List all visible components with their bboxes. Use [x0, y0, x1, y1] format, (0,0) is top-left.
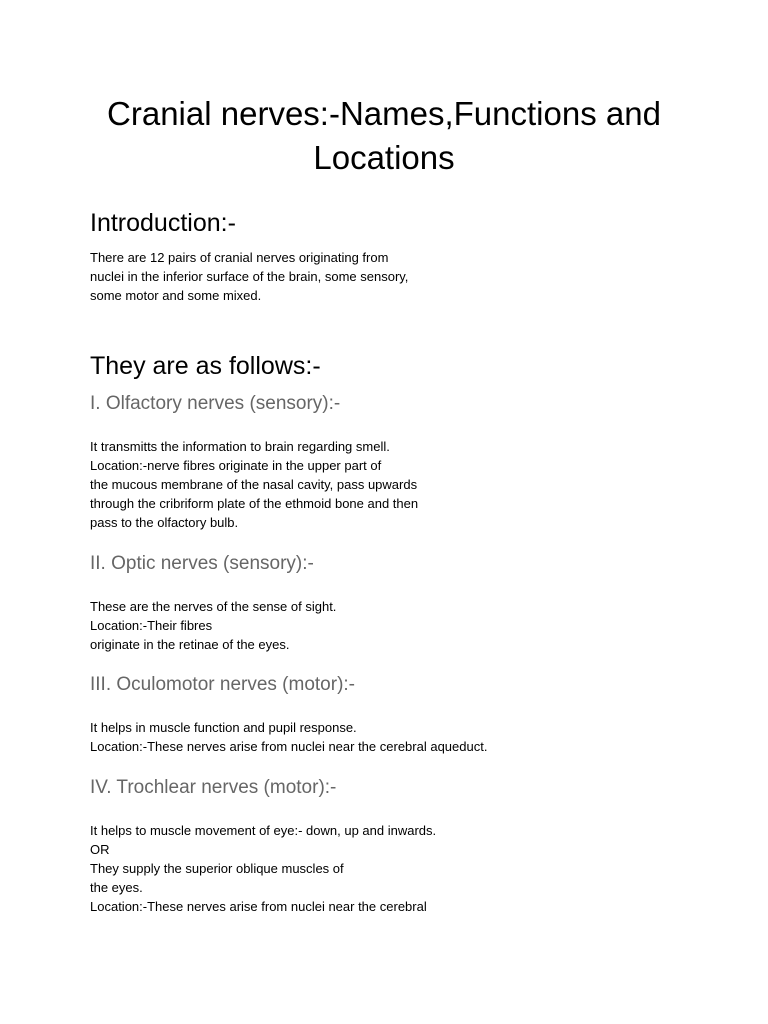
text-line: Location:-These nerves arise from nuclei near the cerebral	[90, 899, 427, 914]
nerve-description-trochlear	[90, 821, 690, 916]
text-line: They supply the superior oblique muscles of	[90, 861, 344, 876]
nerve-heading-oculomotor: III. Oculomotor nerves (motor):-	[90, 674, 356, 695]
text-line: It helps in muscle function and pupil response.	[90, 720, 357, 735]
nerve-description-olfactory	[90, 437, 690, 532]
title-line: Cranial nerves:-Names,Functions and	[107, 95, 661, 132]
text-line: Location:-Their fibres	[90, 618, 213, 633]
text-line: It helps to muscle movement of eye:- down, up and inwards.	[90, 823, 437, 838]
follows-heading: They are as follows:-	[90, 352, 321, 380]
document-title	[60, 92, 708, 180]
text-line: through the cribriform plate of the ethmoid bone and then	[90, 496, 419, 511]
nerve-heading-optic: II. Optic nerves (sensory):-	[90, 553, 314, 574]
nerve-heading-olfactory: I. Olfactory nerves (sensory):-	[90, 393, 341, 414]
introduction-paragraph	[90, 248, 690, 305]
text-line: OR	[90, 842, 110, 857]
text-line: the mucous membrane of the nasal cavity, pass upwards	[90, 477, 418, 492]
text-line: some motor and some mixed.	[90, 288, 262, 303]
text-line: pass to the olfactory bulb.	[90, 515, 239, 530]
text-line: originate in the retinae of the eyes.	[90, 637, 290, 652]
text-line: Location:-nerve fibres originate in the upper part of	[90, 458, 382, 473]
text-line: nuclei in the inferior surface of the brain, some sensory,	[90, 269, 409, 284]
text-line: Location:-These nerves arise from nuclei near the cerebral aqueduct.	[90, 739, 488, 754]
title-line: Locations	[313, 139, 455, 176]
introduction-heading: Introduction:-	[90, 209, 236, 237]
text-line: It transmitts the information to brain regarding smell.	[90, 439, 390, 454]
text-line: These are the nerves of the sense of sight.	[90, 599, 337, 614]
nerve-description-optic	[90, 597, 690, 654]
nerve-description-oculomotor	[90, 718, 690, 756]
text-line: There are 12 pairs of cranial nerves originating from	[90, 250, 389, 265]
nerve-heading-trochlear: IV. Trochlear nerves (motor):-	[90, 777, 337, 798]
text-line: the eyes.	[90, 880, 143, 895]
